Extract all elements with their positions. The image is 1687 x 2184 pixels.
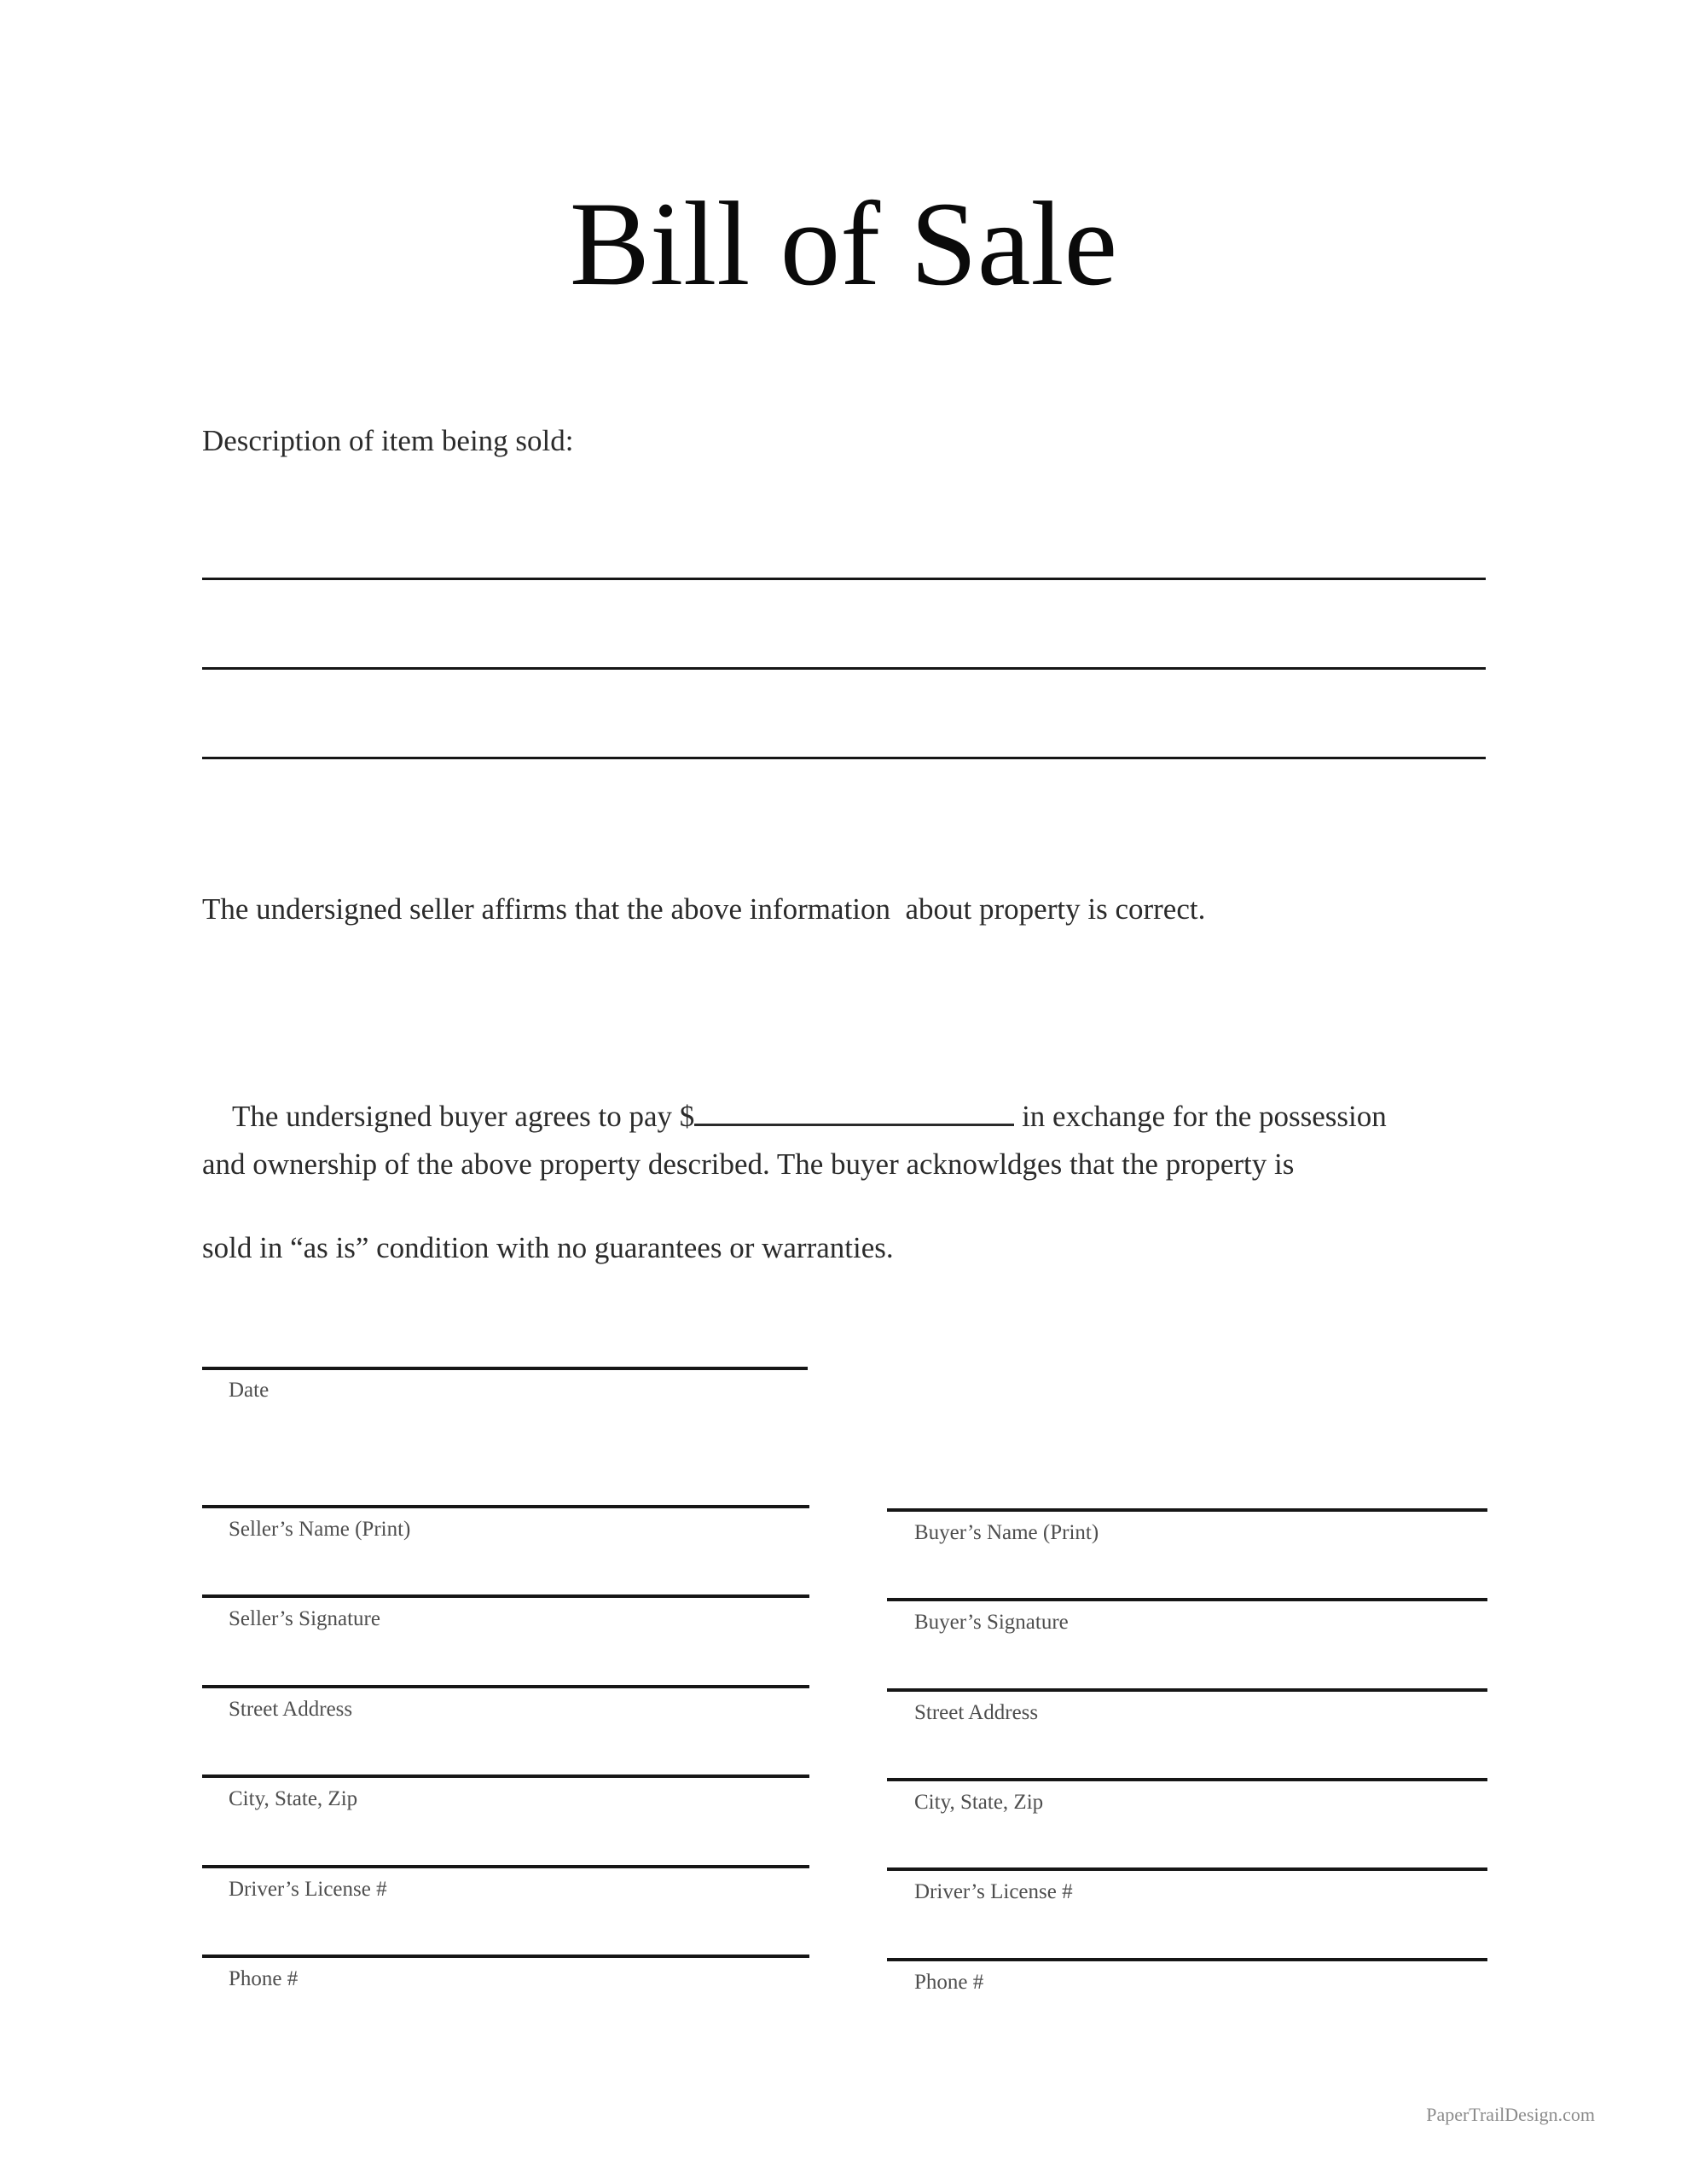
buyer-phone-line[interactable] <box>887 1958 1487 1961</box>
buyer-buyer-s-signature-label: Buyer’s Signature <box>914 1611 1069 1634</box>
buyer-city-state-zip-label: City, State, Zip <box>914 1791 1044 1814</box>
buyer-buyer-s-name-print-label: Buyer’s Name (Print) <box>914 1521 1099 1544</box>
seller-street-address-line[interactable] <box>202 1685 809 1688</box>
seller-seller-s-signature-label: Seller’s Signature <box>229 1607 380 1630</box>
seller-city-state-zip-label: City, State, Zip <box>229 1787 358 1810</box>
seller-phone-label: Phone # <box>229 1967 299 1990</box>
seller-seller-s-name-print-label: Seller’s Name (Print) <box>229 1518 411 1541</box>
buyer-statement-line-2: and ownership of the above property described. The buyer acknowldges that the property is <box>202 1147 1295 1181</box>
seller-driver-s-license-line[interactable] <box>202 1865 809 1868</box>
date-field-label: Date <box>229 1379 270 1402</box>
buyer-driver-s-license-line[interactable] <box>887 1867 1487 1871</box>
buyer-city-state-zip-line[interactable] <box>887 1778 1487 1781</box>
seller-phone-line[interactable] <box>202 1955 809 1958</box>
buyer-phone-label: Phone # <box>914 1971 984 1994</box>
seller-seller-s-signature-line[interactable] <box>202 1594 809 1598</box>
buyer-buyer-s-signature-line[interactable] <box>887 1598 1487 1601</box>
amount-blank-field[interactable] <box>694 1124 1014 1126</box>
watermark: PaperTrailDesign.com <box>1426 2104 1595 2125</box>
seller-seller-s-name-print-line[interactable] <box>202 1505 809 1508</box>
seller-city-state-zip-line[interactable] <box>202 1774 809 1778</box>
description-writing-line-1[interactable] <box>202 578 1486 580</box>
buyer-statement-before-amount: The undersigned buyer agrees to pay $ <box>232 1100 695 1133</box>
buyer-street-address-line[interactable] <box>887 1688 1487 1692</box>
date-field-line[interactable] <box>202 1367 808 1370</box>
seller-street-address-label: Street Address <box>229 1698 353 1721</box>
buyer-statement-line-3: sold in “as is” condition with no guarantees or warranties. <box>202 1231 894 1264</box>
buyer-driver-s-license-label: Driver’s License # <box>914 1880 1073 1903</box>
page-title: Bill of Sale <box>569 177 1118 311</box>
buyer-street-address-label: Street Address <box>914 1701 1039 1724</box>
seller-driver-s-license-label: Driver’s License # <box>229 1878 387 1901</box>
buyer-buyer-s-name-print-line[interactable] <box>887 1508 1487 1512</box>
seller-affirmation-statement: The undersigned seller affirms that the above information about property is correct. <box>202 892 1206 926</box>
buyer-statement-after-amount: in exchange for the possession <box>1014 1100 1387 1133</box>
description-writing-line-3[interactable] <box>202 757 1486 759</box>
description-label: Description of item being sold: <box>202 424 574 457</box>
description-writing-line-2[interactable] <box>202 667 1486 670</box>
